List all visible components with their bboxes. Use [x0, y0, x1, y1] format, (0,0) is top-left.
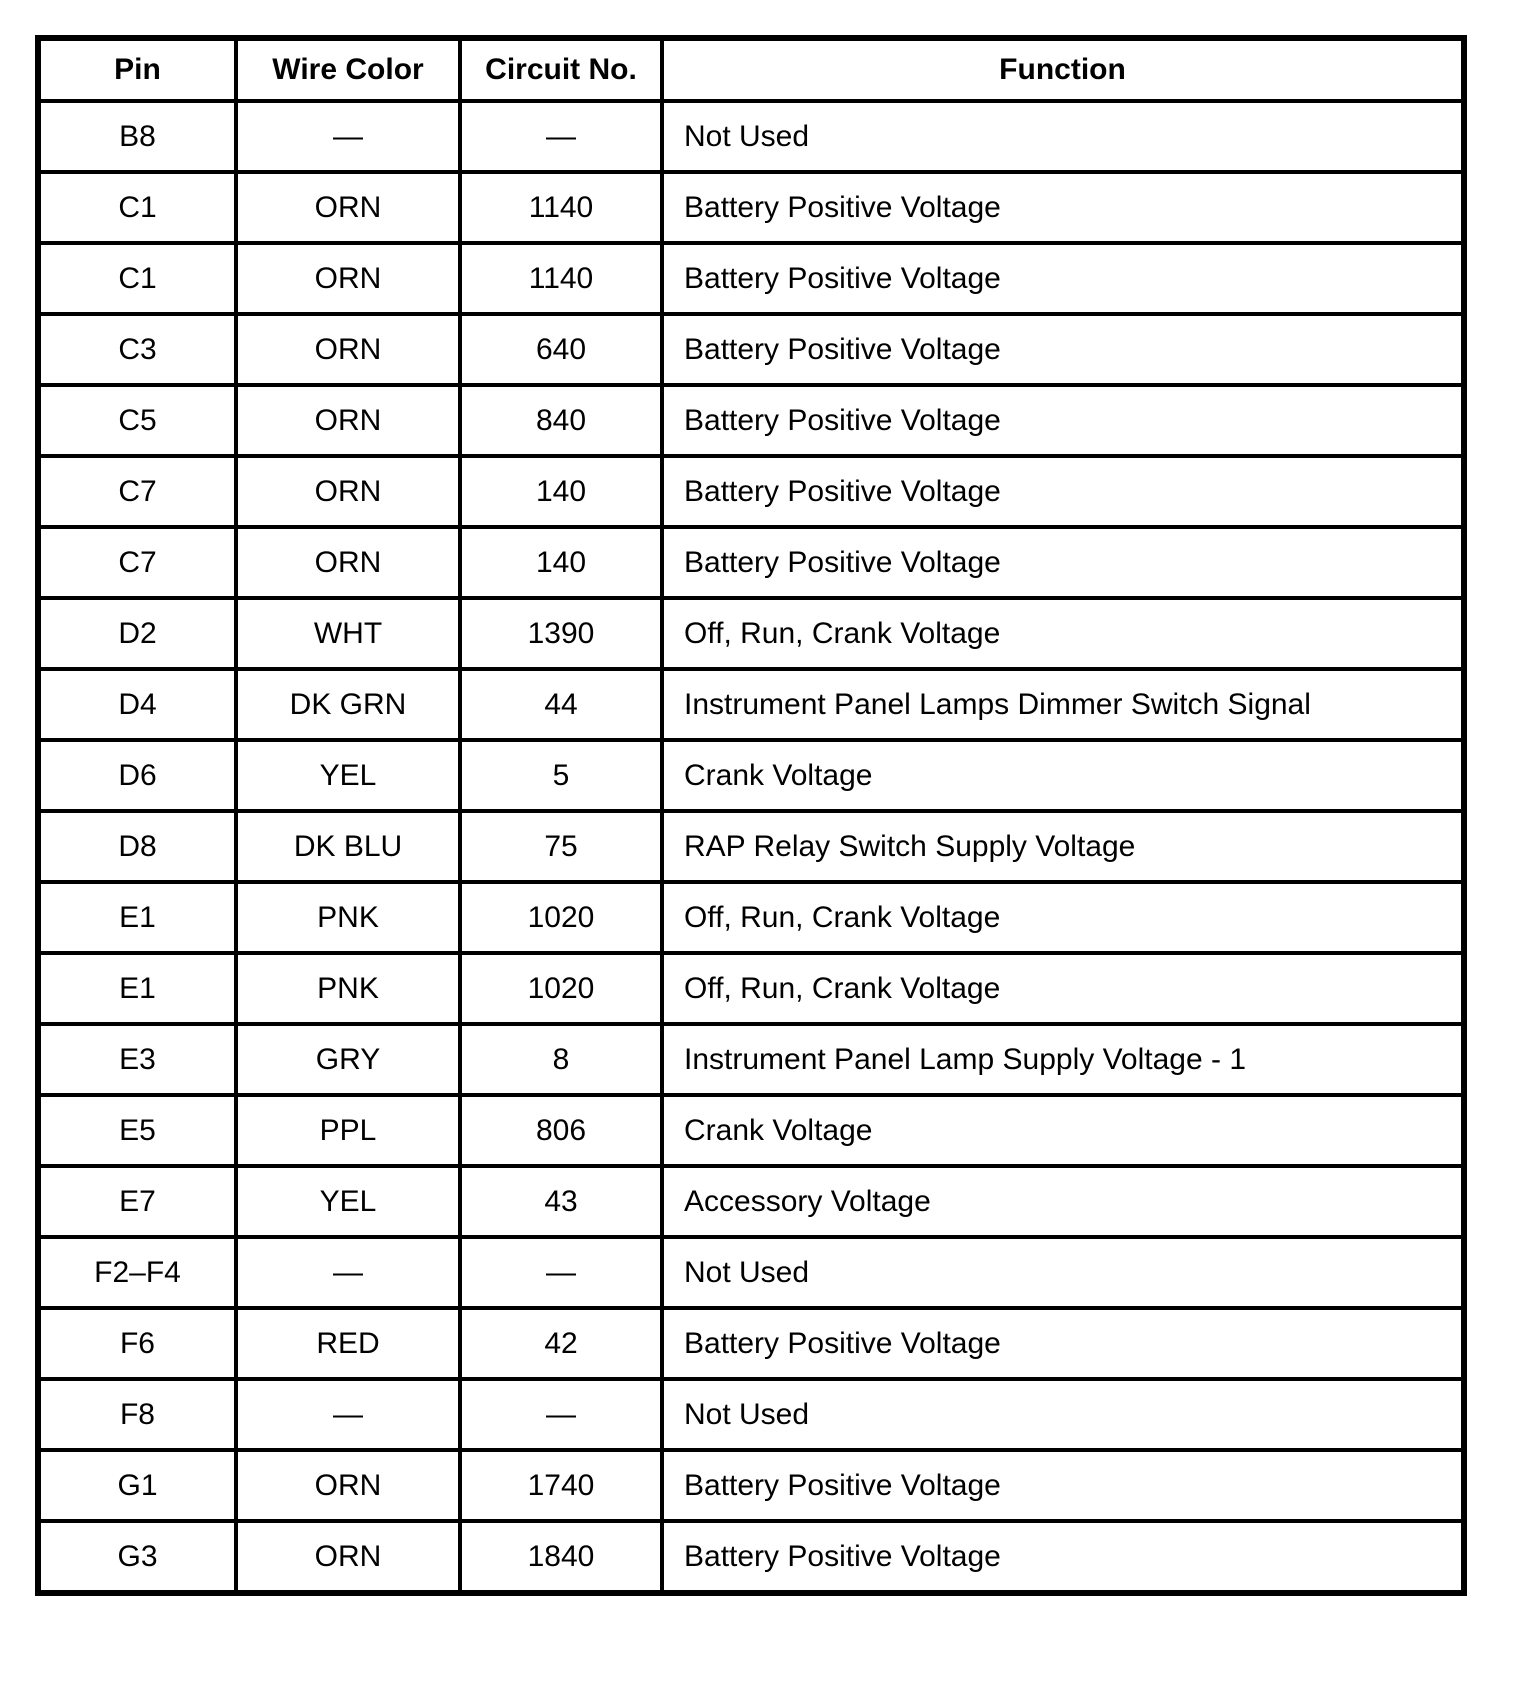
pin-cell: D8 [38, 811, 236, 882]
circuit-no-cell: 1020 [460, 882, 662, 953]
pin-cell: F8 [38, 1379, 236, 1450]
circuit-no-cell: 140 [460, 527, 662, 598]
circuit-no-cell: — [460, 101, 662, 172]
function-cell: Accessory Voltage [662, 1166, 1464, 1237]
function-cell: Off, Run, Crank Voltage [662, 953, 1464, 1024]
pin-cell: C1 [38, 243, 236, 314]
function-cell: Battery Positive Voltage [662, 1521, 1464, 1593]
table-row [38, 1308, 1464, 1379]
wire-color-cell: ORN [236, 1450, 460, 1521]
table-row [38, 314, 1464, 385]
circuit-no-cell: 44 [460, 669, 662, 740]
function-cell: Battery Positive Voltage [662, 527, 1464, 598]
wire-color-cell: — [236, 1379, 460, 1450]
wire-color-cell: — [236, 1237, 460, 1308]
function-cell: Off, Run, Crank Voltage [662, 598, 1464, 669]
pin-cell: C3 [38, 314, 236, 385]
table-row [38, 598, 1464, 669]
function-cell: Crank Voltage [662, 740, 1464, 811]
circuit-no-cell: 1840 [460, 1521, 662, 1593]
wire-color-cell: ORN [236, 527, 460, 598]
wire-color-cell: PPL [236, 1095, 460, 1166]
pin-cell: B8 [38, 101, 236, 172]
pin-cell: E1 [38, 953, 236, 1024]
table-row [38, 1095, 1464, 1166]
function-cell: Instrument Panel Lamps Dimmer Switch Signal [662, 669, 1464, 740]
circuit-no-cell: 140 [460, 456, 662, 527]
table-row [38, 1379, 1464, 1450]
pin-cell: C5 [38, 385, 236, 456]
table-header [38, 38, 1464, 101]
connector-pinout-table [35, 35, 1467, 1596]
circuit-no-cell: 42 [460, 1308, 662, 1379]
function-cell: Not Used [662, 1237, 1464, 1308]
table-row [38, 385, 1464, 456]
wire-color-cell: YEL [236, 1166, 460, 1237]
function-cell: Not Used [662, 1379, 1464, 1450]
wire-color-cell: — [236, 101, 460, 172]
table-row [38, 527, 1464, 598]
pin-cell: C7 [38, 456, 236, 527]
header-function: Function [662, 38, 1464, 101]
circuit-no-cell: 1140 [460, 172, 662, 243]
wire-color-cell: DK BLU [236, 811, 460, 882]
header-circuit-no: Circuit No. [460, 38, 662, 101]
wire-color-cell: ORN [236, 385, 460, 456]
table-row [38, 1024, 1464, 1095]
table-row [38, 1450, 1464, 1521]
wire-color-cell: ORN [236, 314, 460, 385]
pin-cell: E3 [38, 1024, 236, 1095]
header-row [38, 38, 1464, 101]
circuit-no-cell: 1740 [460, 1450, 662, 1521]
wire-color-cell: YEL [236, 740, 460, 811]
pin-cell: F2–F4 [38, 1237, 236, 1308]
pinout-table-body [38, 101, 1464, 1593]
table-row [38, 669, 1464, 740]
pin-cell: E1 [38, 882, 236, 953]
table-row [38, 740, 1464, 811]
circuit-no-cell: 806 [460, 1095, 662, 1166]
circuit-no-cell: — [460, 1379, 662, 1450]
function-cell: Not Used [662, 101, 1464, 172]
circuit-no-cell: 75 [460, 811, 662, 882]
wire-color-cell: GRY [236, 1024, 460, 1095]
wire-color-cell: ORN [236, 243, 460, 314]
wire-color-cell: DK GRN [236, 669, 460, 740]
pin-cell: C7 [38, 527, 236, 598]
pin-cell: E7 [38, 1166, 236, 1237]
table-row [38, 882, 1464, 953]
function-cell: Battery Positive Voltage [662, 243, 1464, 314]
table-row [38, 1237, 1464, 1308]
pin-cell: G1 [38, 1450, 236, 1521]
table-row [38, 172, 1464, 243]
circuit-no-cell: 1390 [460, 598, 662, 669]
table-row [38, 811, 1464, 882]
table-row [38, 1166, 1464, 1237]
table-row [38, 101, 1464, 172]
wire-color-cell: PNK [236, 953, 460, 1024]
function-cell: Battery Positive Voltage [662, 1308, 1464, 1379]
table-row [38, 953, 1464, 1024]
wire-color-cell: WHT [236, 598, 460, 669]
circuit-no-cell: 8 [460, 1024, 662, 1095]
function-cell: Crank Voltage [662, 1095, 1464, 1166]
function-cell: Off, Run, Crank Voltage [662, 882, 1464, 953]
pin-cell: D6 [38, 740, 236, 811]
function-cell: Battery Positive Voltage [662, 172, 1464, 243]
circuit-no-cell: 1020 [460, 953, 662, 1024]
function-cell: Battery Positive Voltage [662, 456, 1464, 527]
function-cell: Instrument Panel Lamp Supply Voltage - 1 [662, 1024, 1464, 1095]
circuit-no-cell: — [460, 1237, 662, 1308]
table-row [38, 243, 1464, 314]
circuit-no-cell: 5 [460, 740, 662, 811]
wire-color-cell: ORN [236, 172, 460, 243]
pin-cell: G3 [38, 1521, 236, 1593]
pin-cell: C1 [38, 172, 236, 243]
pin-cell: F6 [38, 1308, 236, 1379]
function-cell: Battery Positive Voltage [662, 314, 1464, 385]
circuit-no-cell: 1140 [460, 243, 662, 314]
wire-color-cell: ORN [236, 456, 460, 527]
wire-color-cell: RED [236, 1308, 460, 1379]
pin-cell: D2 [38, 598, 236, 669]
wire-color-cell: PNK [236, 882, 460, 953]
header-wire-color: Wire Color [236, 38, 460, 101]
header-pin: Pin [38, 38, 236, 101]
pin-cell: E5 [38, 1095, 236, 1166]
circuit-no-cell: 640 [460, 314, 662, 385]
function-cell: Battery Positive Voltage [662, 1450, 1464, 1521]
wire-color-cell: ORN [236, 1521, 460, 1593]
table-row [38, 456, 1464, 527]
circuit-no-cell: 840 [460, 385, 662, 456]
function-cell: RAP Relay Switch Supply Voltage [662, 811, 1464, 882]
function-cell: Battery Positive Voltage [662, 385, 1464, 456]
table-row [38, 1521, 1464, 1593]
pin-cell: D4 [38, 669, 236, 740]
circuit-no-cell: 43 [460, 1166, 662, 1237]
